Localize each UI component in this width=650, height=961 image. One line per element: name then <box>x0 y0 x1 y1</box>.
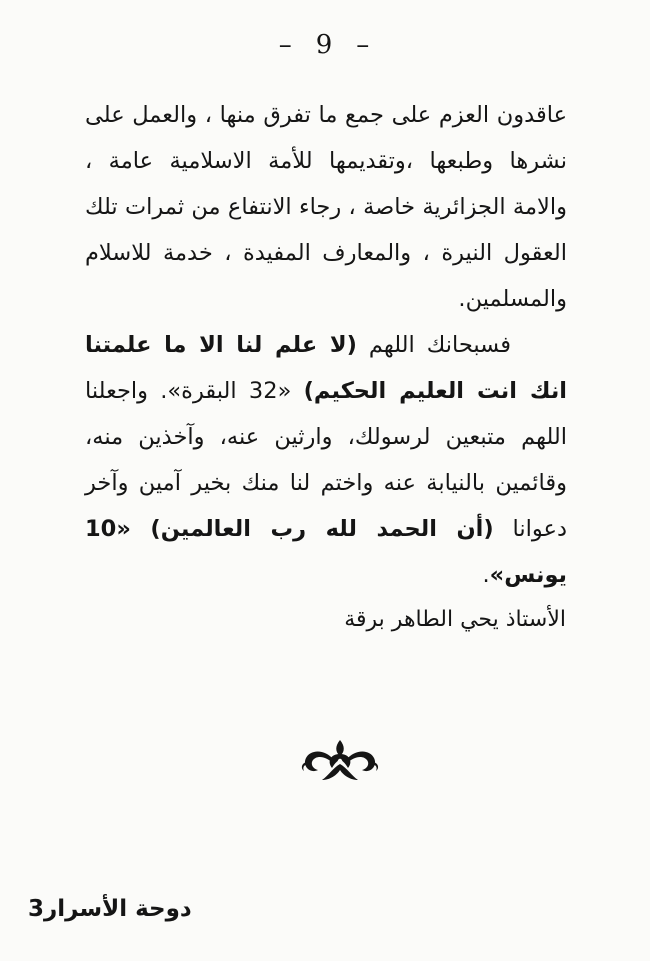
page-number <box>0 30 650 60</box>
fleuron-ornament-icon <box>300 738 380 782</box>
quran-quote-1: (لا علم لنا الا ما علمتنا انك انت العليم الحكيم) <box>85 332 567 404</box>
quran-reference-2: «10 يونس» <box>85 516 567 588</box>
paragraph-2-intro: فسبحانك اللهم <box>356 332 511 358</box>
paragraph-2-end: . <box>482 562 490 588</box>
author-signature: الأستاذ يحي الطاهر برقة <box>344 607 566 632</box>
quran-reference-1: «32 البقرة». <box>147 378 304 404</box>
page-number-dash-right: – <box>356 30 372 60</box>
paragraph-2 <box>85 322 567 598</box>
paragraph-2-middle: واجعلنا اللهم متبعين لرسولك، وارثين عنه، وآخذين منه، وقائمين بالنيابة عنه واختم لنا منك بخير آمين وآخر دعوانا <box>85 378 567 542</box>
quran-quote-2: (أن الحمد لله رب العالمين) <box>150 516 494 542</box>
paragraph-1: عاقدون العزم على جمع ما تفرق منها ، والعمل على نشرها وطبعها ،وتقديمها للأمة الاسلامية عامة ، والامة الجزائرية خاصة ، رجاء الانتفاع من ثمرات تلك العقول النيرة ، والمعارف المفيدة ، خدمة للاسلام والمسلمين. <box>85 102 567 312</box>
page-number-dash-left: – <box>278 30 294 60</box>
page-number-value: 9 <box>315 30 335 60</box>
body-text <box>85 92 567 598</box>
book-title-footer: دوحة الأسرار3 <box>28 896 192 922</box>
